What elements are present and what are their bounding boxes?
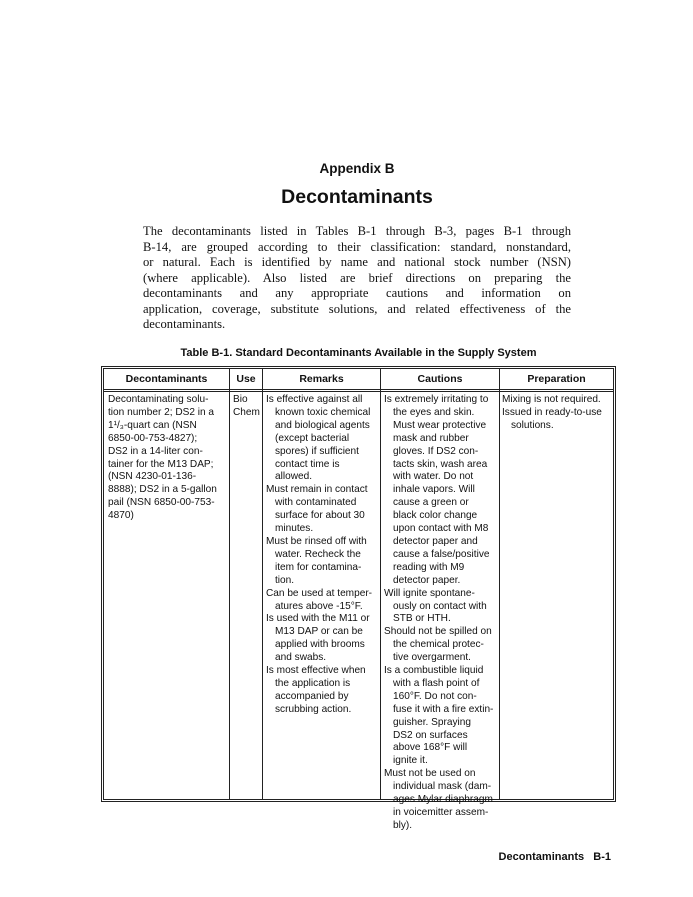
text-line: atures above -15°F. <box>275 600 363 612</box>
header-decontaminants: Decontaminants <box>125 373 208 385</box>
text-line: tainer for the M13 DAP; <box>108 458 214 470</box>
intro-paragraph <box>143 224 571 333</box>
text-line: Is extremely irritating to <box>384 394 489 405</box>
intro-line: The decontaminants listed in Tables B-1 through B-3, pages B-1 through <box>143 224 571 238</box>
remarks-item <box>266 536 372 588</box>
appendix-label: Appendix B <box>319 161 395 176</box>
text-line: (except bacterial <box>275 432 350 444</box>
text-line: tive overgarment. <box>393 652 471 664</box>
column-divider <box>229 369 230 799</box>
text-line: Chem <box>233 406 260 418</box>
text-line: 6850-00-753-4827); <box>108 432 198 444</box>
cell-cautions <box>384 394 493 833</box>
column-divider <box>499 369 500 799</box>
page-footer: Decontaminants B-1 <box>498 851 611 863</box>
text-line: 4870) <box>108 510 134 522</box>
text-line: Must wear protective <box>393 419 487 431</box>
text-line: gloves. If DS2 con- <box>393 445 479 457</box>
text-line: the eyes and skin. <box>393 406 475 418</box>
header-preparation: Preparation <box>527 373 586 385</box>
text-line: Mixing is not required. <box>502 394 601 405</box>
text-line: water. Recheck the <box>275 548 361 560</box>
text-line: Must be rinsed off with <box>266 535 367 547</box>
text-line: Is used with the M11 or <box>266 613 370 625</box>
cell-preparation <box>502 394 602 433</box>
text-line: contact time is <box>275 458 340 470</box>
intro-line: decontaminants. <box>143 317 226 331</box>
text-line: Must not be used on <box>384 768 476 780</box>
text-line: tion. <box>275 574 295 586</box>
text-line: Is a combustible liquid <box>384 665 484 677</box>
text-line: above 168°F will <box>393 742 468 754</box>
text-line: mask and rubber <box>393 432 469 444</box>
text-line: DS2 in a 14-liter con- <box>108 445 203 457</box>
header-remarks: Remarks <box>299 373 344 385</box>
text-line: surface for about 30 <box>275 510 365 522</box>
text-line: 160°F. Do not con- <box>393 690 477 702</box>
text-line: ages Mylar diaphragm <box>393 794 493 806</box>
intro-line: B-14, are grouped according to their classification: standard, nonstandard, <box>143 239 571 254</box>
decontaminants-table <box>101 366 616 831</box>
text-line: (NSN 4230-01-136- <box>108 471 197 483</box>
page-title: Decontaminants <box>281 186 433 208</box>
text-line: and biological agents <box>275 419 370 431</box>
text-line: Is effective against all <box>266 394 363 405</box>
text-line: cause a green or <box>393 497 469 509</box>
intro-line: decontaminants and any appropriate cautions and information on <box>143 286 571 300</box>
table-caption: Table B-1. Standard Decontaminants Available in the Supply System <box>180 347 537 359</box>
text-line: DS2 on surfaces <box>393 729 468 741</box>
preparation-item <box>502 394 602 407</box>
text-line: scrubbing action. <box>275 703 352 715</box>
column-divider <box>262 369 263 799</box>
text-line: cause a false/positive <box>393 548 490 560</box>
text-line: detector paper. <box>393 574 461 586</box>
text-line: Issued in ready-to-use <box>502 406 602 418</box>
text-line: STB or HTH. <box>393 613 451 625</box>
text-line: 1¹/₃-quart can (NSN <box>108 419 197 431</box>
text-line: solutions. <box>511 419 554 431</box>
text-line: known toxic chemical <box>275 406 371 418</box>
column-divider <box>380 369 381 799</box>
cautions-item <box>384 588 493 627</box>
text-line: inhale vapors. Will <box>393 484 475 496</box>
text-line: fuse it with a fire extin- <box>393 703 494 715</box>
text-line: guisher. Spraying <box>393 716 471 728</box>
text-line: upon contact with M8 <box>393 523 489 535</box>
text-line: Is most effective when <box>266 665 366 677</box>
text-line: Will ignite spontane- <box>384 587 475 599</box>
remarks-item <box>266 394 372 484</box>
header-use: Use <box>236 373 256 385</box>
intro-line: (where applicable). Also listed are brief directions on preparing the <box>143 270 571 285</box>
text-line: Must remain in contact <box>266 484 368 496</box>
header-cautions: Cautions <box>417 373 463 385</box>
cell-decontaminants <box>108 394 217 523</box>
text-line: pail (NSN 6850-00-753- <box>108 497 215 509</box>
text-line: Can be used at temper- <box>266 587 373 599</box>
text-line: Bio <box>233 394 248 405</box>
text-line: item for contamina- <box>275 561 362 573</box>
text-line: spores) if sufficient <box>275 445 359 457</box>
cautions-item <box>384 768 493 833</box>
text-line: minutes. <box>275 523 314 535</box>
cautions-item <box>384 665 493 768</box>
cautions-item <box>384 626 493 665</box>
text-line: the chemical protec- <box>393 639 484 651</box>
text-line: M13 DAP or can be <box>275 626 363 638</box>
text-line: with water. Do not <box>393 471 474 483</box>
cell-remarks <box>266 394 372 717</box>
text-line: with contaminated <box>275 497 357 509</box>
text-line: with a flash point of <box>393 677 480 689</box>
text-line: applied with brooms <box>275 639 365 651</box>
text-line: 8888); DS2 in a 5-gallon <box>108 484 217 496</box>
text-line: detector paper and <box>393 535 478 547</box>
text-line: Decontaminating solu- <box>108 394 209 405</box>
remarks-item <box>266 613 372 665</box>
intro-line: application, coverage, substitute solutions, and related effectiveness of the <box>143 301 571 316</box>
text-line: reading with M9 <box>393 561 465 573</box>
text-line: and swabs. <box>275 652 327 664</box>
text-line: in voicemitter assem- <box>393 807 489 818</box>
intro-line: or natural. Each is identified by name and national stock number (NSN) <box>143 255 571 269</box>
cautions-item <box>384 394 493 588</box>
remarks-item <box>266 665 372 717</box>
text-line: accompanied by <box>275 690 349 702</box>
preparation-item <box>502 407 602 433</box>
text-line: tacts skin, wash area <box>393 458 488 470</box>
remarks-item <box>266 484 372 536</box>
text-line: the application is <box>275 677 351 689</box>
text-line: ously on contact with <box>393 600 487 612</box>
text-line: ignite it. <box>393 755 428 767</box>
text-line: Should not be spilled on <box>384 626 492 638</box>
text-line: black color change <box>393 510 478 522</box>
text-line: allowed. <box>275 471 313 483</box>
cell-use <box>233 394 260 420</box>
text-line: individual mask (dam- <box>393 781 492 793</box>
remarks-item <box>266 588 372 614</box>
text-line: bly). <box>393 819 413 831</box>
text-line: tion number 2; DS2 in a <box>108 406 215 418</box>
